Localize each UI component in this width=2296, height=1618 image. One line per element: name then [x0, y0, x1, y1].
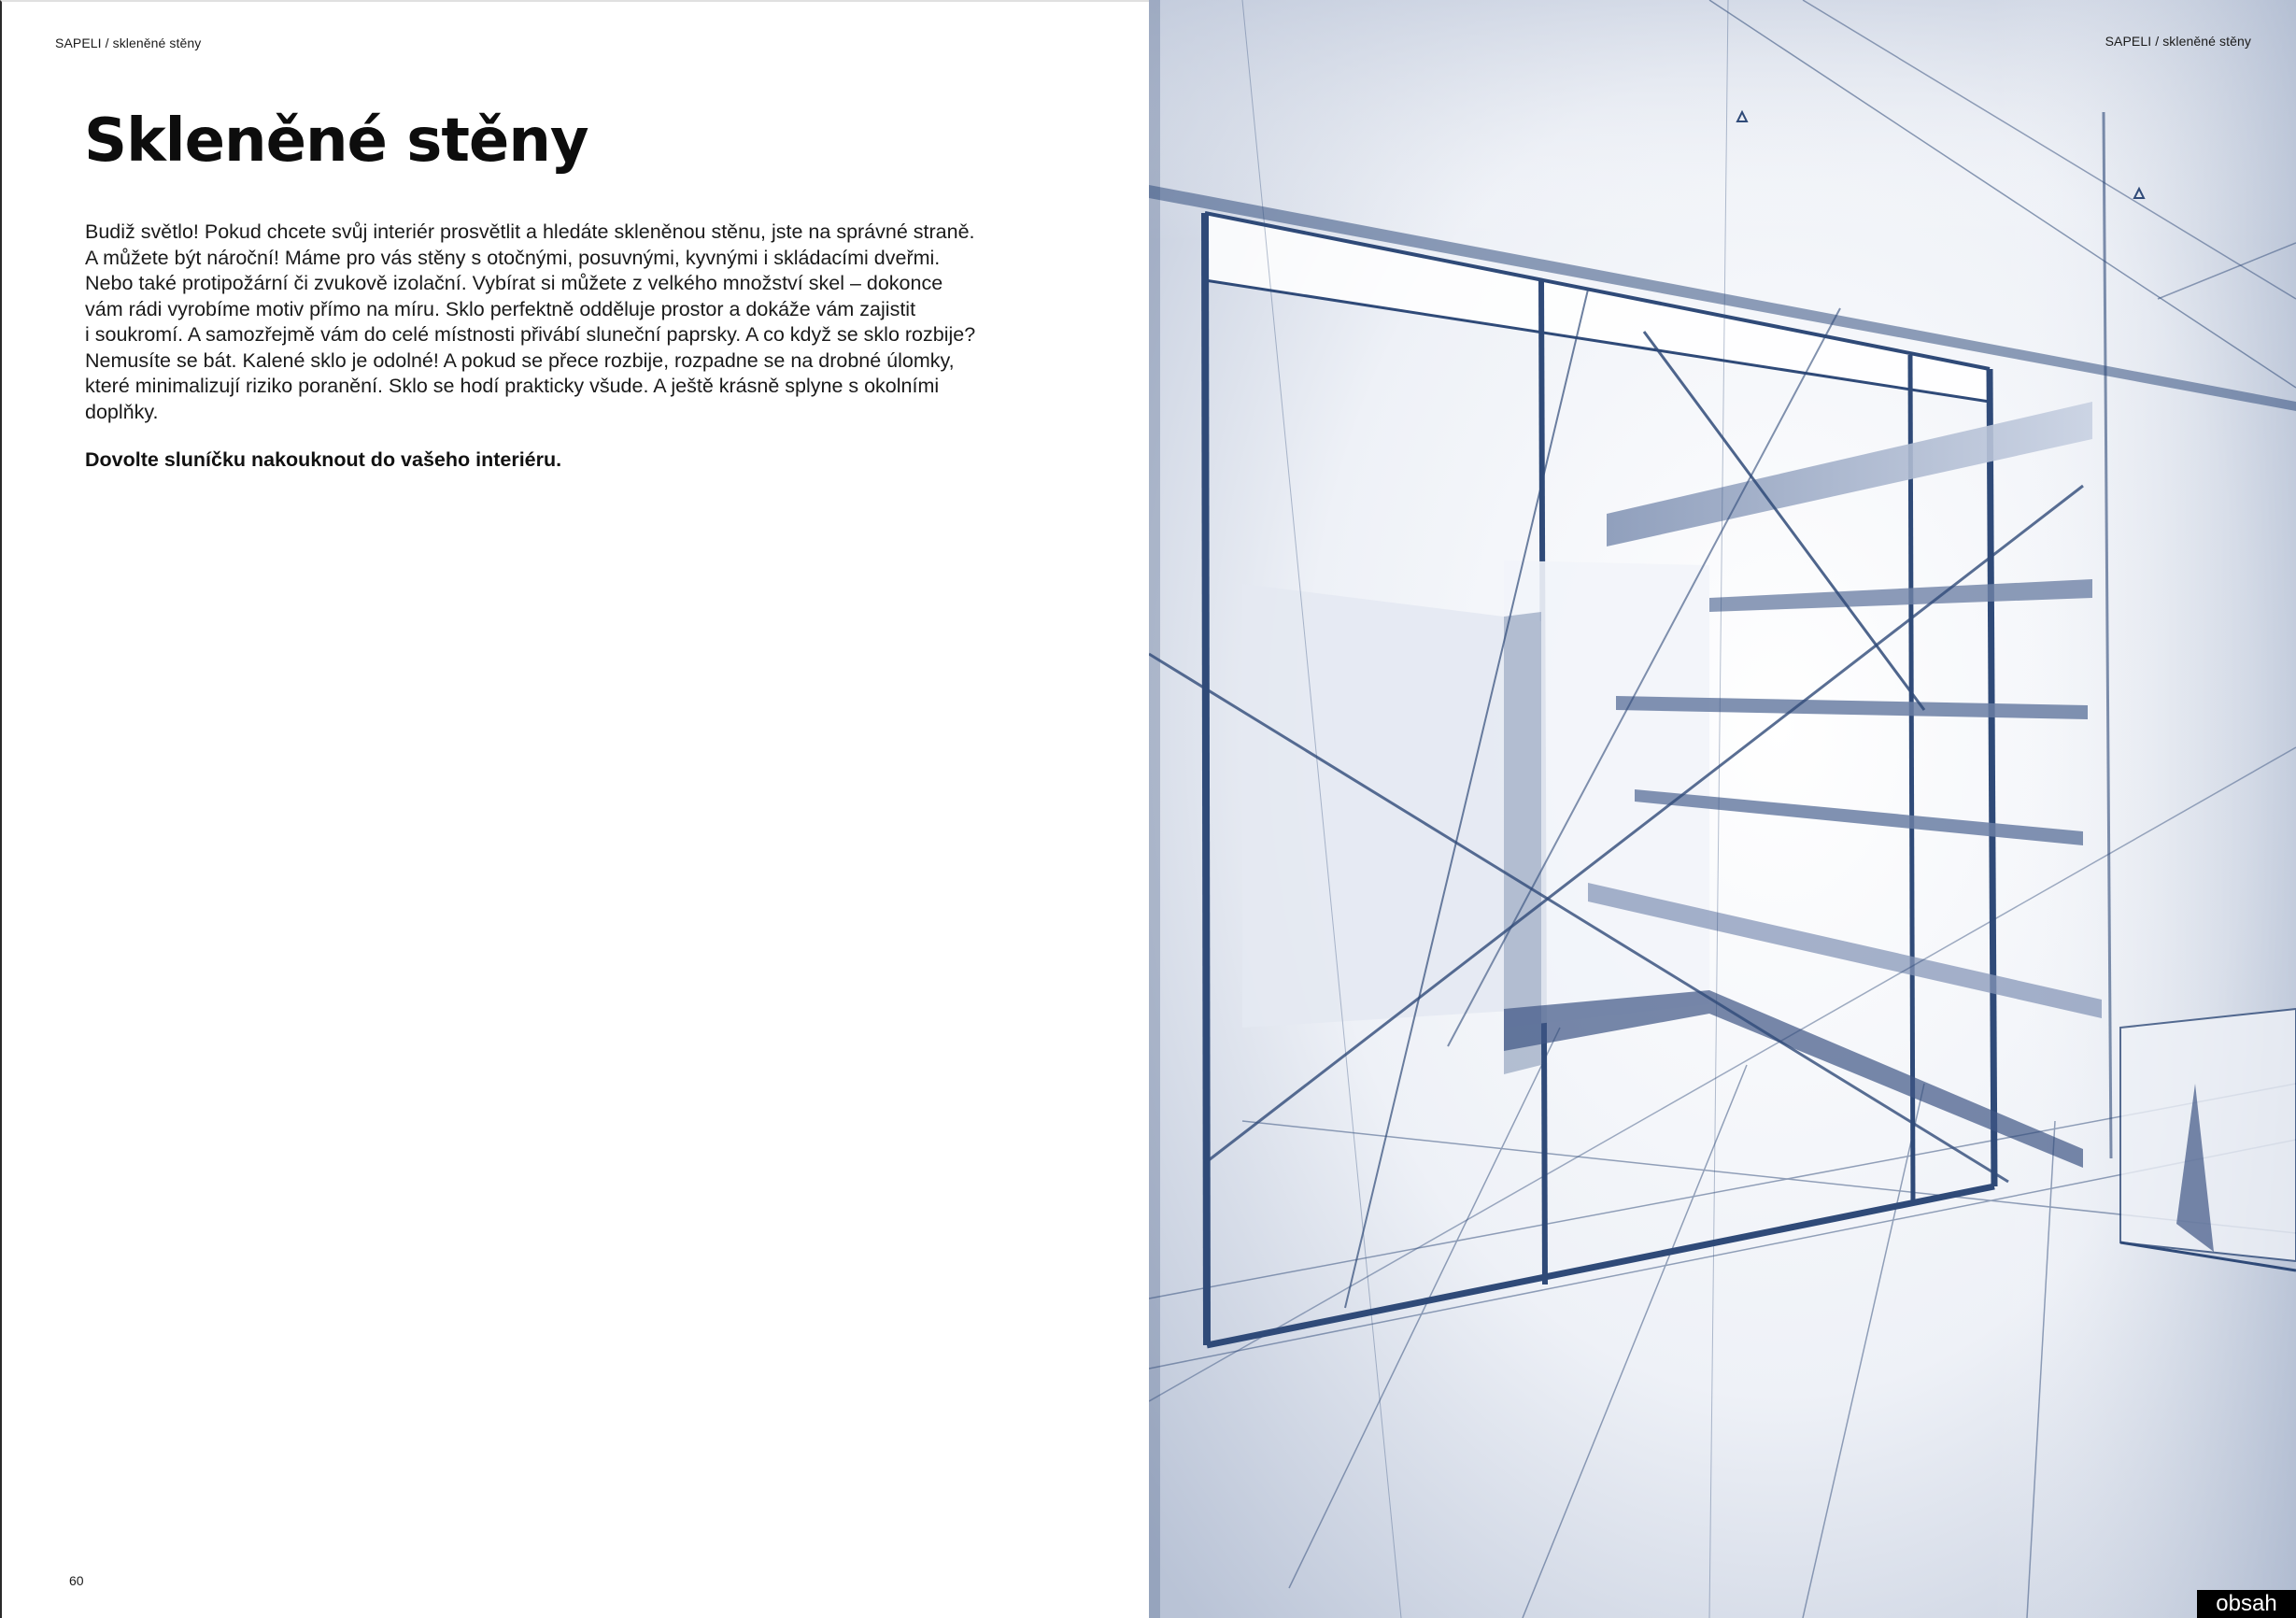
body-paragraph	[85, 220, 1056, 425]
body-line: A můžete být nároční! Máme pro vás stěny s otočnými, posuvnými, kyvnými i skládacími dveřmi.	[85, 246, 941, 269]
running-head-right: SAPELI / skleněné stěny	[2105, 34, 2251, 49]
glass-wall-illustration	[1149, 0, 2296, 1618]
page-number: 60	[69, 1573, 84, 1588]
contents-button[interactable]: obsah	[2197, 1590, 2296, 1618]
right-page	[1149, 0, 2296, 1618]
page-title: Skleněné stěny	[84, 106, 588, 176]
body-line: vám rádi vyrobíme motiv přímo na míru. Sklo perfektně odděluje prostor a dokáže vám zajistit	[85, 297, 916, 320]
body-line: doplňky.	[85, 400, 159, 423]
body-line: Nemusíte se bát. Kalené sklo je odolné! A pokud se přece rozbije, rozpadne se na drobné úlomky,	[85, 348, 955, 372]
closing-statement: Dovolte sluníčku nakouknout do vašeho interiéru.	[85, 448, 562, 471]
body-line: Budiž světlo! Pokud chcete svůj interiér prosvětlit a hledáte skleněnou stěnu, jste na správné straně.	[85, 220, 975, 243]
body-line: Nebo také protipožární či zvukově izolační. Vybírat si můžete z velkého množství skel – dokonce	[85, 272, 943, 294]
body-line: i soukromí. A samozřejmě vám do celé místnosti přivábí sluneční paprsky. A co když se sklo rozbije?	[85, 323, 976, 346]
body-line: které minimalizují riziko poranění. Sklo se hodí prakticky všude. A ještě krásně splyne s okolními	[85, 375, 940, 397]
running-head-left: SAPELI / skleněné stěny	[55, 35, 202, 50]
